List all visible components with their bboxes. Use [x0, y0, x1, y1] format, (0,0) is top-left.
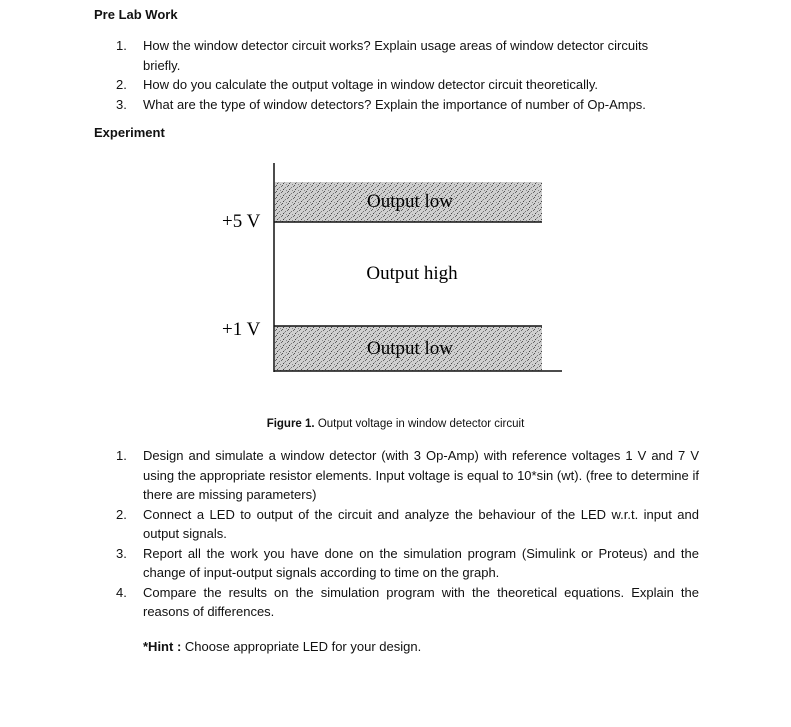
list-item: [116, 446, 699, 505]
item-text: Connect a LED to output of the circuit and analyze the behaviour of the LED w.r.t. input and output signals.: [143, 506, 699, 541]
item-number: 2.: [116, 506, 127, 522]
prelab-heading: Pre Lab Work: [94, 7, 178, 22]
prelab-list: [116, 36, 683, 114]
item-text: What are the type of window detectors? Explain the importance of number of Op-Amps.: [143, 96, 646, 112]
item-text: How do you calculate the output voltage in window detector circuit theoretically.: [143, 77, 599, 92]
list-item: [116, 36, 683, 75]
middle-label: Output high: [366, 263, 458, 284]
experiment-list: [116, 446, 699, 622]
experiment-heading: Experiment: [94, 125, 165, 140]
list-item: [116, 505, 699, 544]
item-number: 2.: [116, 77, 127, 92]
item-text: Design and simulate a window detector (with 3 Op-Amp) with reference voltages 1 V and 7 V using the appropriate resistor elements. Input voltage is equal to 10*sin (wt). (free to determine if there are missing parameters): [143, 448, 699, 502]
item-number: 1.: [116, 448, 127, 463]
caption-text: Output voltage in window detector circuit: [314, 418, 525, 430]
hint-note: [143, 639, 421, 654]
list-item: [116, 95, 683, 115]
lower-voltage-label: +1 V: [222, 319, 261, 340]
window-detector-figure: [210, 155, 570, 380]
hint-label: *Hint :: [143, 639, 182, 654]
figure-caption: [0, 418, 791, 430]
item-text: Compare the results on the simulation program with the theoretical equations. Explain the reasons of differences.: [143, 584, 699, 619]
list-item: [116, 75, 683, 95]
bottom-band-label: Output low: [366, 338, 454, 359]
list-item: [116, 544, 699, 583]
item-number: 1.: [116, 38, 127, 53]
item-text: Report all the work you have done on the simulation program (Simulink or Proteus) and the change of input-output signals according to time on the graph.: [143, 545, 699, 580]
item-number: 4.: [116, 584, 127, 600]
caption-label: Figure 1.: [266, 418, 315, 430]
hint-text: Choose appropriate LED for your design.: [181, 639, 422, 654]
list-item: [116, 583, 699, 622]
item-text: How the window detector circuit works? Explain usage areas of window detector circuits briefly.: [143, 38, 649, 73]
item-number: 3.: [116, 96, 127, 112]
upper-voltage-label: +5 V: [222, 211, 261, 232]
top-band-label: Output low: [366, 191, 454, 212]
item-number: 3.: [116, 545, 127, 561]
